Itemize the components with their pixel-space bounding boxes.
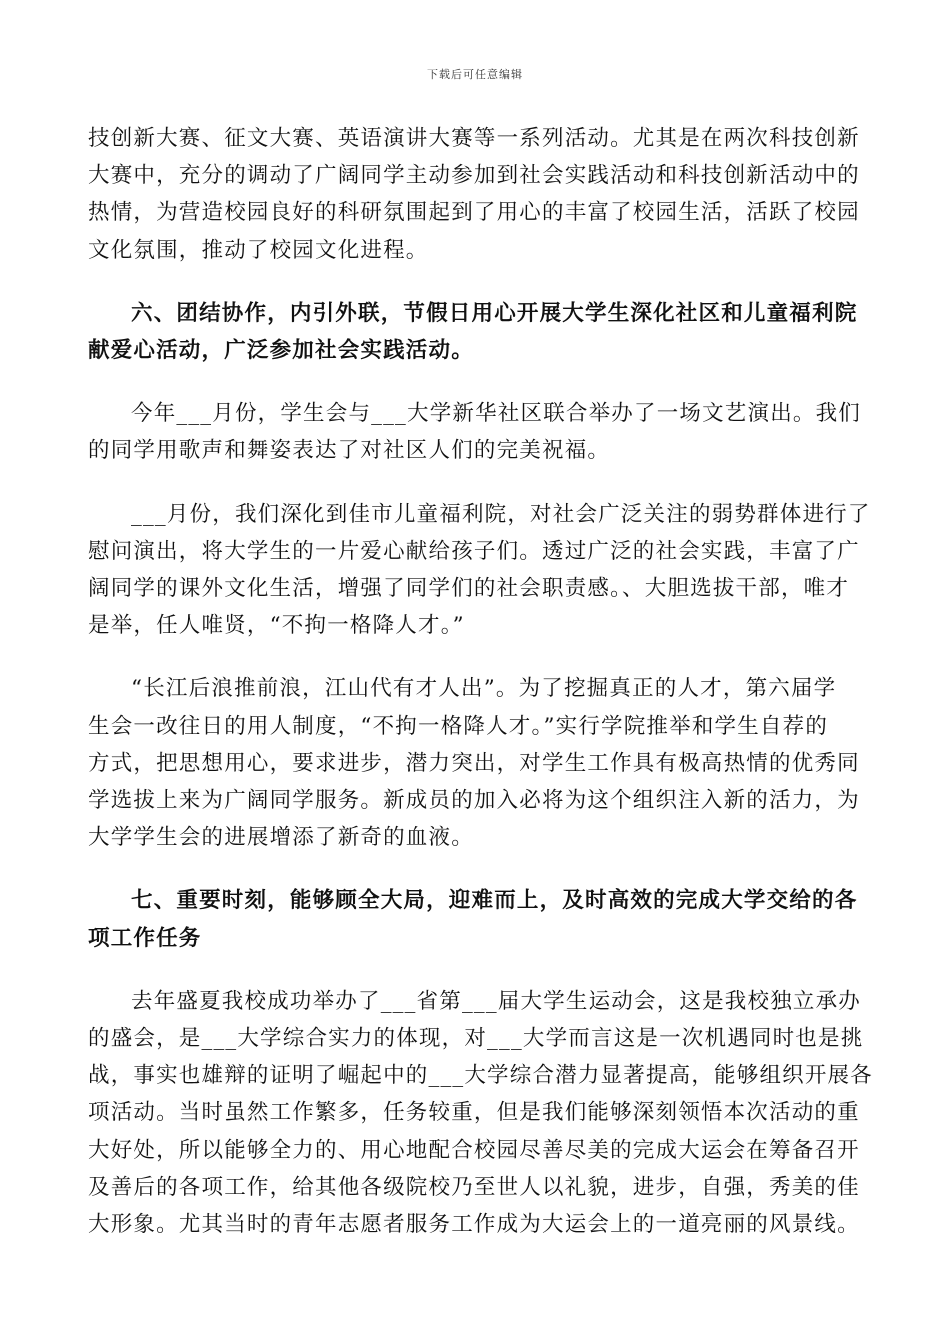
text-line: 及善后的各项工作，给其他各级院校乃至世人以礼貌，进步，自强，秀美的佳 xyxy=(88,1174,860,1200)
page-header: 下载后可任意编辑 xyxy=(427,68,523,81)
text-line: 学选拔上来为广阔同学服务。新成员的加入必将为这个组织注入新的活力，为 xyxy=(88,788,860,814)
text-line: 方式，把思想用心，要求进步，潜力突出，对学生工作具有极高热情的优秀同 xyxy=(88,750,860,776)
paragraph xyxy=(88,983,873,1243)
text-line: 大形象。尤其当时的青年志愿者服务工作成为大运会上的一道亮丽的风景线。 xyxy=(88,1212,860,1238)
heading-line: 项工作任务 xyxy=(88,925,202,951)
text-line: 大好处，所以能够全力的、用心地配合校园尽善尽美的完成大运会在筹备召开 xyxy=(88,1137,860,1163)
section-heading-6 xyxy=(88,295,864,369)
document-body xyxy=(88,120,873,1243)
text-line: 今年___月份，学生会与___大学新华社区联合举办了一场文艺演出。我们 xyxy=(131,401,862,427)
text-line: 大赛中，充分的调动了广阔同学主动参加到社会实践活动和科技创新活动中的 xyxy=(88,163,860,189)
text-line: 文化氛围，推动了校园文化进程。 xyxy=(88,237,429,263)
text-line: 的盛会，是___大学综合实力的体现，对___大学而言这是一次机遇同时也是挑 xyxy=(88,1026,864,1052)
text-line: ___月份，我们深化到佳市儿童福利院，对社会广泛关注的弱势群体进行了 xyxy=(131,501,871,527)
text-line: 去年盛夏我校成功举办了___省第___届大学生运动会，这是我校独立承办 xyxy=(131,988,862,1014)
text-line: 大学学生会的进展增添了新奇的血液。 xyxy=(88,825,474,851)
text-line: 技创新大赛、征文大赛、英语演讲大赛等一系列活动。尤其是在两次科技创新 xyxy=(88,126,860,151)
paragraph xyxy=(88,496,871,645)
text-line: 战，事实也雄辩的证明了崛起中的___大学综合潜力显著提高，能够组织开展各 xyxy=(88,1063,873,1089)
text-line: 阔同学的课外文化生活，增强了同学们的社会职责感。、大胆选拔干部，唯才 xyxy=(88,576,850,602)
text-line: “长江后浪推前浪，江山代有才人出”。为了挖掘真正的人才，第六届学 xyxy=(131,676,837,702)
text-line: 是举，任人唯贤，“不拘一格降人才。” xyxy=(88,613,465,639)
paragraph-continued xyxy=(88,120,864,269)
heading-line: 献爱心活动，广泛参加社会实践活动。 xyxy=(88,338,474,364)
text-line: 生会一改往日的用人制度，“不拘一格降人才。”实行学院推举和学生自荐的 xyxy=(88,713,829,739)
text-line: 的同学用歌声和舞姿表达了对社区人们的完美祝福。 xyxy=(88,438,611,464)
section-heading-7 xyxy=(88,882,864,956)
heading-line: 七、重要时刻，能够顾全大局，迎难而上，及时高效的完成大学交给的各 xyxy=(131,888,858,914)
heading-line: 六、团结协作，内引外联，节假日用心开展大学生深化社区和儿童福利院 xyxy=(131,300,858,326)
text-line: 热情，为营造校园良好的科研氛围起到了用心的丰富了校园生活，活跃了校园 xyxy=(88,200,860,226)
paragraph xyxy=(88,395,864,469)
text-line: 项活动。当时虽然工作繁多，任务较重，但是我们能够深刻领悟本次活动的重 xyxy=(88,1100,860,1126)
paragraph xyxy=(88,670,864,856)
text-line: 慰问演出，将大学生的一片爱心献给孩子们。透过广泛的社会实践，丰富了广 xyxy=(88,538,860,564)
